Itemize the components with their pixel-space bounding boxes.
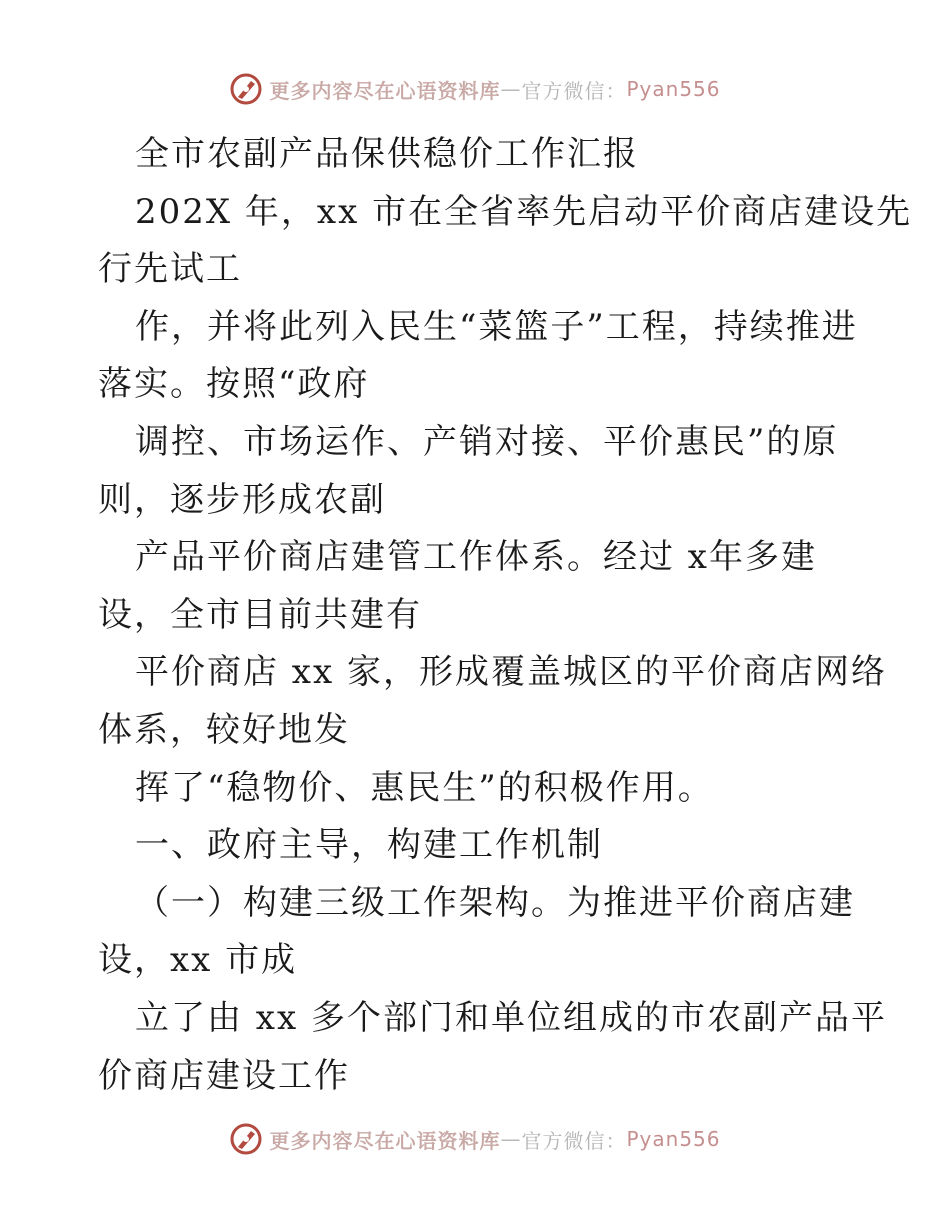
document-body	[98, 126, 913, 1105]
document-line: 设，xx 市成	[98, 940, 298, 981]
document-line: 平价商店 xx 家，形成覆盖城区的平价商店网络	[135, 652, 887, 693]
document-line: 价商店建设工作	[98, 1055, 350, 1096]
document-line: 作，并将此列入民生“菜篮子”工程，持续推进	[135, 306, 858, 347]
pen-seal-icon	[229, 1122, 263, 1156]
watermark-main-text: 更多内容尽在心语资料库	[269, 78, 501, 103]
document-line: 行先试工	[98, 249, 242, 290]
watermark-dash: —	[500, 77, 522, 101]
document-line: 调控、市场运作、产销对接、平价惠民”的原	[135, 421, 839, 462]
document-line: （一）构建三级工作架构。为推进平价商店建	[135, 882, 855, 923]
header-watermark	[0, 72, 950, 106]
footer-watermark	[0, 1122, 950, 1156]
document-line: 立了由 xx 多个部门和单位组成的市农副产品平	[135, 997, 887, 1038]
watermark-sub-text: 官方微信：	[521, 1128, 627, 1153]
watermark-account: Pyan556	[626, 77, 721, 101]
document-line: 产品平价商店建管工作体系。经过 x年多建	[135, 537, 817, 578]
watermark-account: Pyan556	[626, 1127, 721, 1151]
document-line: 202X 年，xx 市在全省率先启动平价商店建设先	[135, 191, 913, 232]
watermark-sub-text: 官方微信：	[521, 78, 627, 103]
document-line: 落实。按照“政府	[98, 364, 370, 405]
document-line: 设，全市目前共建有	[98, 594, 422, 635]
document-line: 一、政府主导，构建工作机制	[135, 825, 603, 866]
document-line: 挥了“稳物价、惠民生”的积极作用。	[135, 767, 714, 808]
document-line: 体系，较好地发	[98, 709, 350, 750]
document-line: 则，逐步形成农副	[98, 479, 386, 520]
watermark-dash: —	[500, 1127, 522, 1151]
watermark-main-text: 更多内容尽在心语资料库	[269, 1128, 501, 1153]
pen-seal-icon	[229, 72, 263, 106]
document-line: 全市农副产品保供稳价工作汇报	[135, 134, 639, 174]
